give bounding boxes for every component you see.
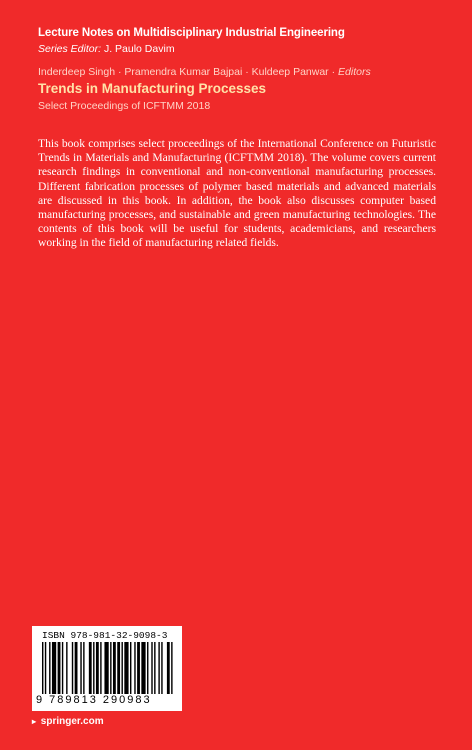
arrow-right-icon: ▸	[32, 717, 37, 726]
barcode-bar	[134, 642, 135, 694]
barcode-bar	[100, 642, 101, 694]
barcode-bar	[104, 642, 108, 694]
book-title: Trends in Manufacturing Processes	[38, 81, 267, 96]
editor-names: Inderdeep Singh · Pramendra Kumar Bajpai · Kuldeep Panwar	[38, 66, 329, 78]
barcode-bar	[62, 642, 63, 694]
barcode-bar	[80, 642, 81, 694]
series-editor-label: Series Editor:	[38, 43, 102, 55]
barcode-bar	[117, 642, 120, 694]
barcode-bar	[52, 642, 56, 694]
barcode-bar	[151, 642, 152, 694]
barcode-bars	[42, 642, 174, 694]
barcode-bar	[45, 642, 46, 694]
barcode-bar	[93, 642, 94, 694]
barcode-bar	[137, 642, 140, 694]
publisher-link[interactable]	[32, 716, 104, 727]
barcode-bar	[161, 642, 162, 694]
barcode-bar	[72, 642, 73, 694]
barcode-bar	[96, 642, 99, 694]
barcode-bar	[171, 642, 172, 694]
barcode-bar	[124, 642, 128, 694]
series-editor	[38, 43, 175, 55]
barcode-bar	[83, 642, 84, 694]
barcode-bar	[113, 642, 116, 694]
book-editors	[38, 66, 371, 78]
barcode-bar	[58, 642, 61, 694]
barcode-bar	[110, 642, 111, 694]
book-description: This book comprises select proceedings of the International Conference on Futuristic Trends in Materials and Manufacturing (ICFTMM 2018). The volume covers current research findings in conventional and non-conventional manufacturing processes. Different fabrication processes of polymer based materials and advanced materials are discussed in this book. In addition, the book also discusses computer based manufacturing processes, and sustainable and green manufacturing technologies. The contents of this book will be useful for students, academicians, and researchers working in the field of manufacturing related fields.	[38, 137, 436, 250]
barcode-bar	[49, 642, 50, 694]
barcode-bar	[42, 642, 43, 694]
series-editor-name: J. Paulo Davim	[103, 43, 175, 55]
barcode-bar	[141, 642, 145, 694]
barcode-bar	[121, 642, 122, 694]
isbn-barcode	[32, 626, 182, 711]
editors-role: Editors	[338, 66, 371, 78]
series-title: Lecture Notes on Multidisciplinary Industrial Engineering	[38, 27, 345, 39]
barcode-bar	[130, 642, 131, 694]
barcode-bar	[154, 642, 155, 694]
barcode-bar	[167, 642, 170, 694]
barcode-bar	[89, 642, 92, 694]
barcode-bar	[158, 642, 159, 694]
isbn-label: ISBN 978-981-32-9098-3	[42, 630, 168, 641]
publisher-url: springer.com	[40, 716, 104, 727]
editor-role-separator: ·	[331, 66, 339, 78]
barcode-digits: 9 789813 290983	[36, 694, 152, 706]
barcode-bar	[75, 642, 78, 694]
barcode-bar	[66, 642, 67, 694]
book-subtitle: Select Proceedings of ICFTMM 2018	[38, 100, 211, 112]
barcode-bar	[147, 642, 148, 694]
